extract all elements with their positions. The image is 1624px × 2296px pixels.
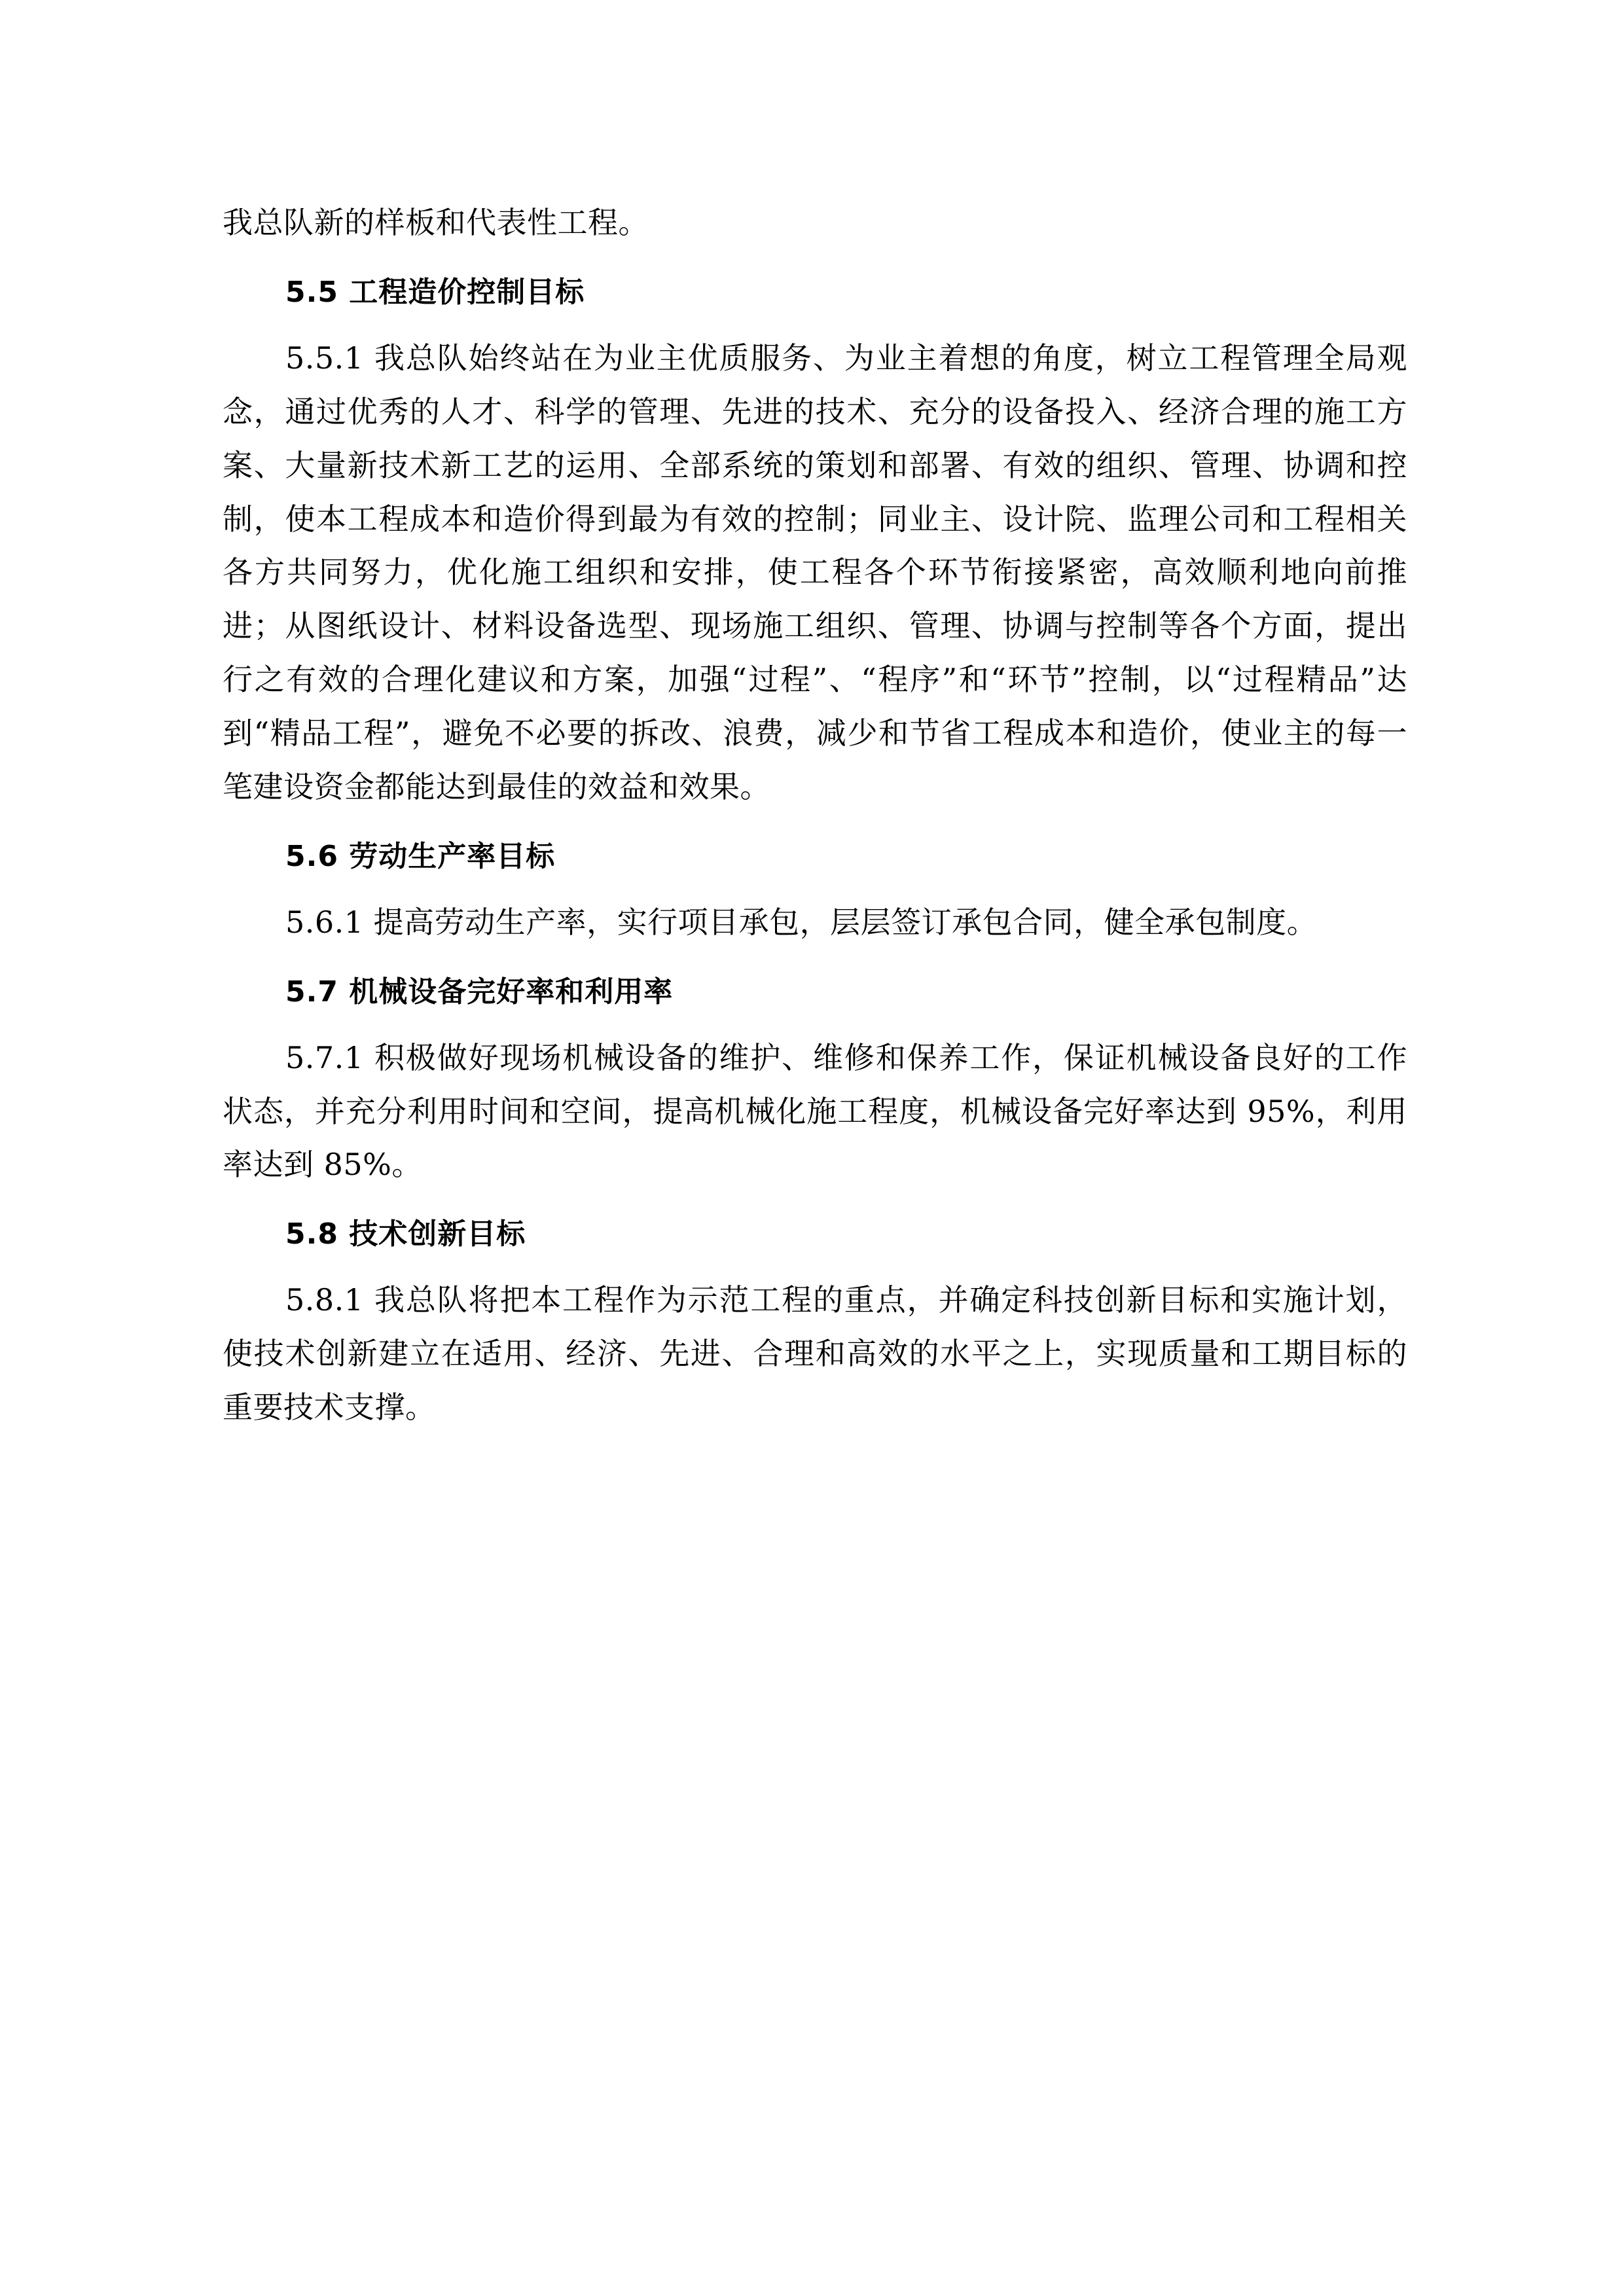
paragraph-5-6-1: 5.6.1 提高劳动生产率，实行项目承包，层层签订承包合同，健全承包制度。 xyxy=(285,904,1318,940)
paragraph-5-7-1: 5.7.1 积极做好现场机械设备的维护、维修和保养工作，保证机械设备良好的工作状态，并充分利用时间和空间，提高机械化施工程度，机械设备完好率达到 95%，利用率达到 85%。 xyxy=(223,1039,1407,1183)
heading-5-6: 5.6 劳动生产率目标 xyxy=(285,839,556,873)
heading-5-7: 5.7 机械设备完好率和利用率 xyxy=(285,975,674,1009)
heading-5-8: 5.8 技术创新目标 xyxy=(285,1217,526,1251)
paragraph-5-8-1: 5.8.1 我总队将把本工程作为示范工程的重点，并确定科技创新目标和实施计划，使技术创新建立在适用、经济、先进、合理和高效的水平之上，实现质量和工期目标的重要技术支撑。 xyxy=(223,1282,1407,1425)
paragraph-5-5-1: 5.5.1 我总队始终站在为业主优质服务、为业主着想的角度，树立工程管理全局观念，通过优秀的人才、科学的管理、先进的技术、充分的设备投入、经济合理的施工方案、大量新技术新工艺的运用、全部系统的策划和部署、有效的组织、管理、协调和控制，使本工程成本和造价得到最为有效的控制；同业主、设计院、监理公司和工程相关各方共同努力，优化施工组织和安排，使工程各个环节衔接紧密，高效顺利地向前推进；从图纸设计、材料设备选型、现场施工组织、管理、协调与控制等各个方面，提出行之有效的合理化建议和方案，加强“过程”、“程序”和“环节”控制，以“过程精品”达到“精品工程”，避免不必要的拆改、浪费，减少和节省工程成本和造价，使业主的每一笔建设资金都能达到最佳的效益和效果。 xyxy=(223,340,1407,804)
document-body xyxy=(223,196,1407,1435)
heading-5-5: 5.5 工程造价控制目标 xyxy=(285,275,585,309)
paragraph-continuation: 我总队新的样板和代表性工程。 xyxy=(223,205,649,240)
